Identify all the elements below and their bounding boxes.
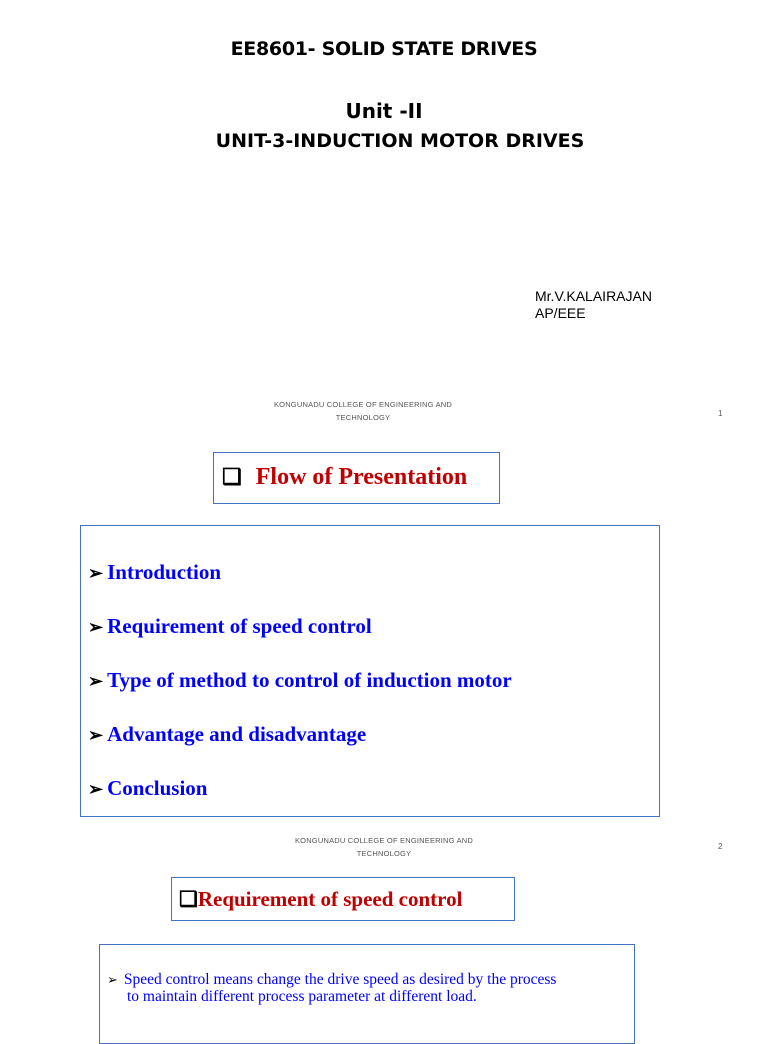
slide2-heading xyxy=(222,464,467,491)
body-line xyxy=(107,971,632,988)
list-item xyxy=(88,668,512,693)
list-item-text: Requirement of speed control xyxy=(107,614,372,638)
list-item xyxy=(88,722,366,747)
footer-line2: TECHNOLOGY xyxy=(335,413,391,422)
body-paragraph xyxy=(107,971,632,1005)
body-line1: Speed control means change the drive speed as desired by the process xyxy=(123,971,557,988)
arrow-bullet-icon: ➢ xyxy=(88,725,104,745)
list-item xyxy=(88,776,207,801)
unit-label: Unit -II xyxy=(345,99,423,123)
list-item xyxy=(88,614,372,639)
arrow-bullet-icon: ➢ xyxy=(107,972,118,987)
slide2-footer xyxy=(284,834,484,860)
list-item-text: Advantage and disadvantage xyxy=(107,722,367,746)
footer-line1: KONGUNADU COLLEGE OF ENGINEERING AND xyxy=(294,836,474,845)
slide3-heading xyxy=(179,887,462,912)
heading-text: Flow of Presentation xyxy=(255,464,468,490)
page-number: 1 xyxy=(718,409,723,418)
slide1-footer xyxy=(263,398,463,424)
page-number: 2 xyxy=(718,842,723,851)
author-block xyxy=(535,288,652,322)
arrow-bullet-icon: ➢ xyxy=(88,779,104,799)
course-title: EE8601- SOLID STATE DRIVES xyxy=(230,38,538,60)
author-name: Mr.V.KALAIRAJAN xyxy=(535,288,652,304)
footer-line2: TECHNOLOGY xyxy=(356,849,412,858)
list-item xyxy=(88,560,221,585)
author-designation: AP/EEE xyxy=(535,305,586,321)
checkbox-bullet-icon: ❑ xyxy=(179,887,198,911)
arrow-bullet-icon: ➢ xyxy=(88,563,104,583)
unit-title: UNIT-3-INDUCTION MOTOR DRIVES xyxy=(215,130,585,152)
arrow-bullet-icon: ➢ xyxy=(88,617,104,637)
arrow-bullet-icon: ➢ xyxy=(88,671,104,691)
list-item-text: Introduction xyxy=(107,560,222,584)
body-line2: to maintain different process parameter at different load. xyxy=(127,988,477,1005)
list-item-text: Type of method to control of induction motor xyxy=(107,668,512,692)
list-item-text: Conclusion xyxy=(107,776,208,800)
heading-text: Requirement of speed control xyxy=(197,887,463,911)
footer-line1: KONGUNADU COLLEGE OF ENGINEERING AND xyxy=(273,400,453,409)
checkbox-bullet-icon: ❑ xyxy=(222,464,242,489)
